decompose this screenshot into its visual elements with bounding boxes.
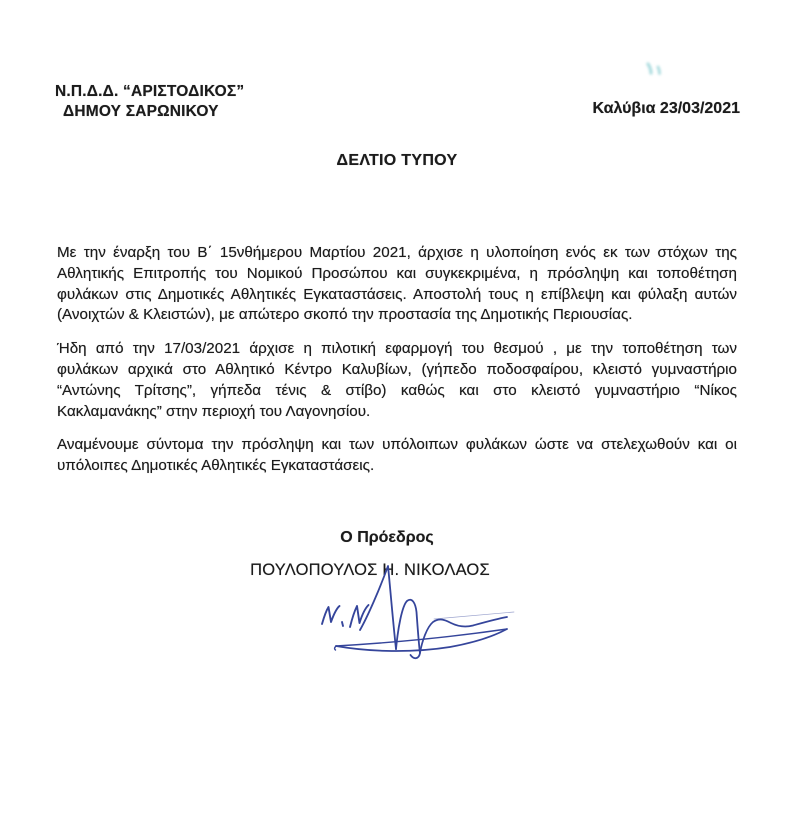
signatory-role: Ο Πρόεδρος — [340, 529, 434, 546]
document-body — [57, 243, 737, 490]
org-name-line1: Ν.Π.Δ.Δ. “ΑΡΙΣΤΟΔΙΚΟΣ” — [55, 83, 245, 100]
org-name-line2: ΔΗΜΟΥ ΣΑΡΩΝΙΚΟΥ — [63, 102, 219, 120]
paragraph-2-line-2: φυλάκων αρχικά στο Αθλητικό Κέντρο Καλυβίων, (γήπεδο ποδοσφαίρου, κλειστό γυμναστήριο — [57, 360, 737, 378]
place-and-date: Καλύβια 23/03/2021 — [592, 100, 740, 117]
signatory-name: ΠΟΥΛΟΠΟΥΛΟΣ Η. ΝΙΚΟΛΑΟΣ — [250, 561, 490, 579]
scan-smudge-mark — [644, 58, 668, 80]
paragraph-3-line-1: Αναμένουμε σύντομα την πρόσληψη και των υπόλοιπων φυλάκων ώστε να στελεχωθούν και οι — [57, 436, 737, 454]
paragraph-2-line-1: Ήδη από την 17/03/2021 άρχισε η πιλοτική εφαρμογή του θεσμού , με την τοποθέτηση των — [57, 340, 737, 358]
paragraph-1-line-2: Αθλητικής Επιτροπής του Νομικού Προσώπου και συγκεκριμένα, η πρόσληψη και τοποθέτηση — [57, 264, 737, 282]
paragraph-2-line-4: Κακλαμανάκης” στην περιοχή του Λαγονησίου. — [57, 402, 371, 420]
paragraph-3 — [57, 435, 737, 477]
letterhead — [55, 82, 244, 121]
paragraph-2-line-3: “Αντώνης Τρίτσης”, γήπεδα τένις & στίβο) καθώς και στο κλειστό γυμναστήριο “Νίκος — [57, 381, 737, 399]
paragraph-1-line-3: φυλάκων στις Δημοτικές Αθλητικές Εγκαταστάσεις. Αποστολή τους η επίβλεψη και φύλαξη αυτών — [57, 285, 737, 303]
paragraph-1 — [57, 243, 737, 326]
paragraph-3-line-2: υπόλοιπες Δημοτικές Αθλητικές Εγκαταστάσεις. — [57, 457, 375, 475]
paragraph-1-line-4: (Ανοιχτών & Κλειστών), με απώτερο σκοπό την προστασία της Δημοτικής Περιουσίας. — [57, 306, 633, 324]
handwritten-signature — [300, 556, 530, 668]
paragraph-1-line-1: Με την έναρξη του Β΄ 15νθήμερου Μαρτίου 2021, άρχισε η υλοποίηση ενός εκ των στόχων της — [57, 244, 737, 261]
paragraph-2 — [57, 339, 737, 422]
document-title: ΔΕΛΤΙΟ ΤΥΠΟΥ — [336, 152, 458, 169]
